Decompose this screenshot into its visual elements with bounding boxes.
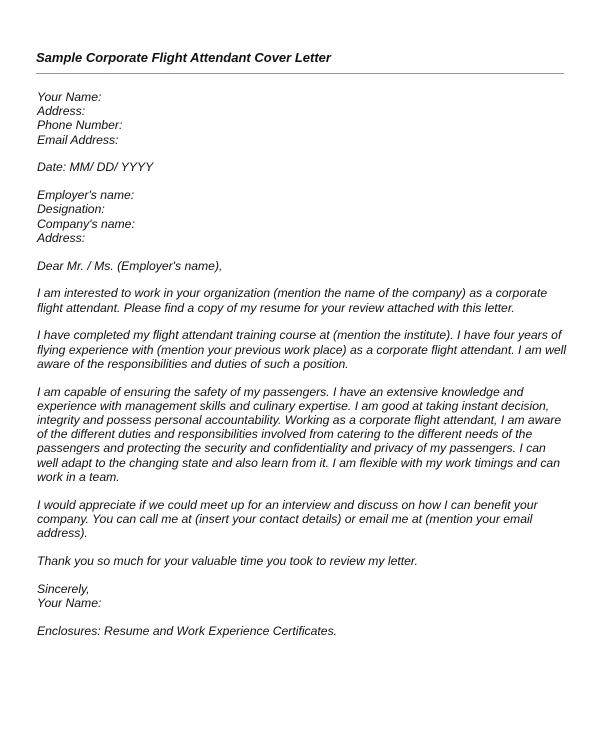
paragraph-line: address). <box>37 526 88 541</box>
sender-phone: Phone Number: <box>37 118 123 133</box>
employer-designation: Designation: <box>37 202 105 217</box>
closing-block <box>37 582 567 610</box>
letter-date: Date: MM/ DD/ YYYY <box>37 160 154 175</box>
paragraph-line: of the different duties and responsibilities involved from catering to the different needs of the <box>37 427 533 442</box>
employer-name: Employer's name: <box>37 188 135 203</box>
employer-address: Address: <box>37 230 86 245</box>
paragraph-line: I would appreciate if we could meet up for an interview and discuss on how I can benefit your <box>37 497 538 512</box>
paragraph-line: work in a team. <box>37 469 120 484</box>
employer-block <box>37 188 567 245</box>
sender-name: Your Name: <box>37 90 102 104</box>
salutation-block <box>37 259 567 273</box>
sender-address: Address: <box>37 104 86 119</box>
paragraph-line: passengers and protecting the security and confidentiality and privacy of my passengers. I can <box>37 441 546 456</box>
paragraph <box>37 328 567 371</box>
paragraph <box>37 554 567 568</box>
date-block <box>37 160 567 174</box>
signature: Your Name: <box>37 595 102 610</box>
paragraph-line: I am interested to work in your organization (mention the name of the company) as a corporate <box>37 286 548 301</box>
enclosures: Enclosures: Resume and Work Experience Certificates. <box>37 623 338 638</box>
closing: Sincerely, <box>37 581 90 596</box>
paragraph-line: aware of the responsibilities and duties of such a position. <box>37 356 349 371</box>
paragraph-line: company. You can call me at (insert your contact details) or email me at (mention your email <box>37 511 533 526</box>
paragraph-line: well adapt to the changing state and also learn from it. I am flexible with my work timings and can <box>37 455 560 470</box>
paragraph-line: flight attendant. Please find a copy of my resume for your review attached with this letter. <box>37 300 515 315</box>
page-title: Sample Corporate Flight Attendant Cover Letter <box>36 50 331 65</box>
employer-company: Company's name: <box>37 216 135 231</box>
enclosures-block <box>37 624 567 638</box>
paragraph-line: I have completed my flight attendant training course at (mention the institute). I have four years of <box>37 328 562 343</box>
title-divider <box>36 73 564 74</box>
paragraph-line: I am capable of ensuring the safety of my passengers. I have an extensive knowledge and <box>37 384 524 399</box>
sender-email: Email Address: <box>37 132 119 147</box>
paragraph <box>37 385 567 484</box>
paragraph-line: Thank you so much for your valuable time you took to review my letter. <box>37 553 418 568</box>
paragraph-line: experience with management skills and culinary expertise. I am good at taking instant decision, <box>37 398 550 413</box>
letter-body <box>37 90 567 651</box>
paragraph-line: flying experience with (mention your previous work place) as a corporate flight attendant. I am well <box>37 342 567 357</box>
paragraph-line: integrity and possess personal accountability. Working as a corporate flight attendant, I am aware <box>37 413 562 428</box>
paragraph <box>37 498 567 541</box>
salutation: Dear Mr. / Ms. (Employer's name), <box>37 258 223 273</box>
paragraph <box>37 286 567 314</box>
sender-block <box>37 90 567 147</box>
